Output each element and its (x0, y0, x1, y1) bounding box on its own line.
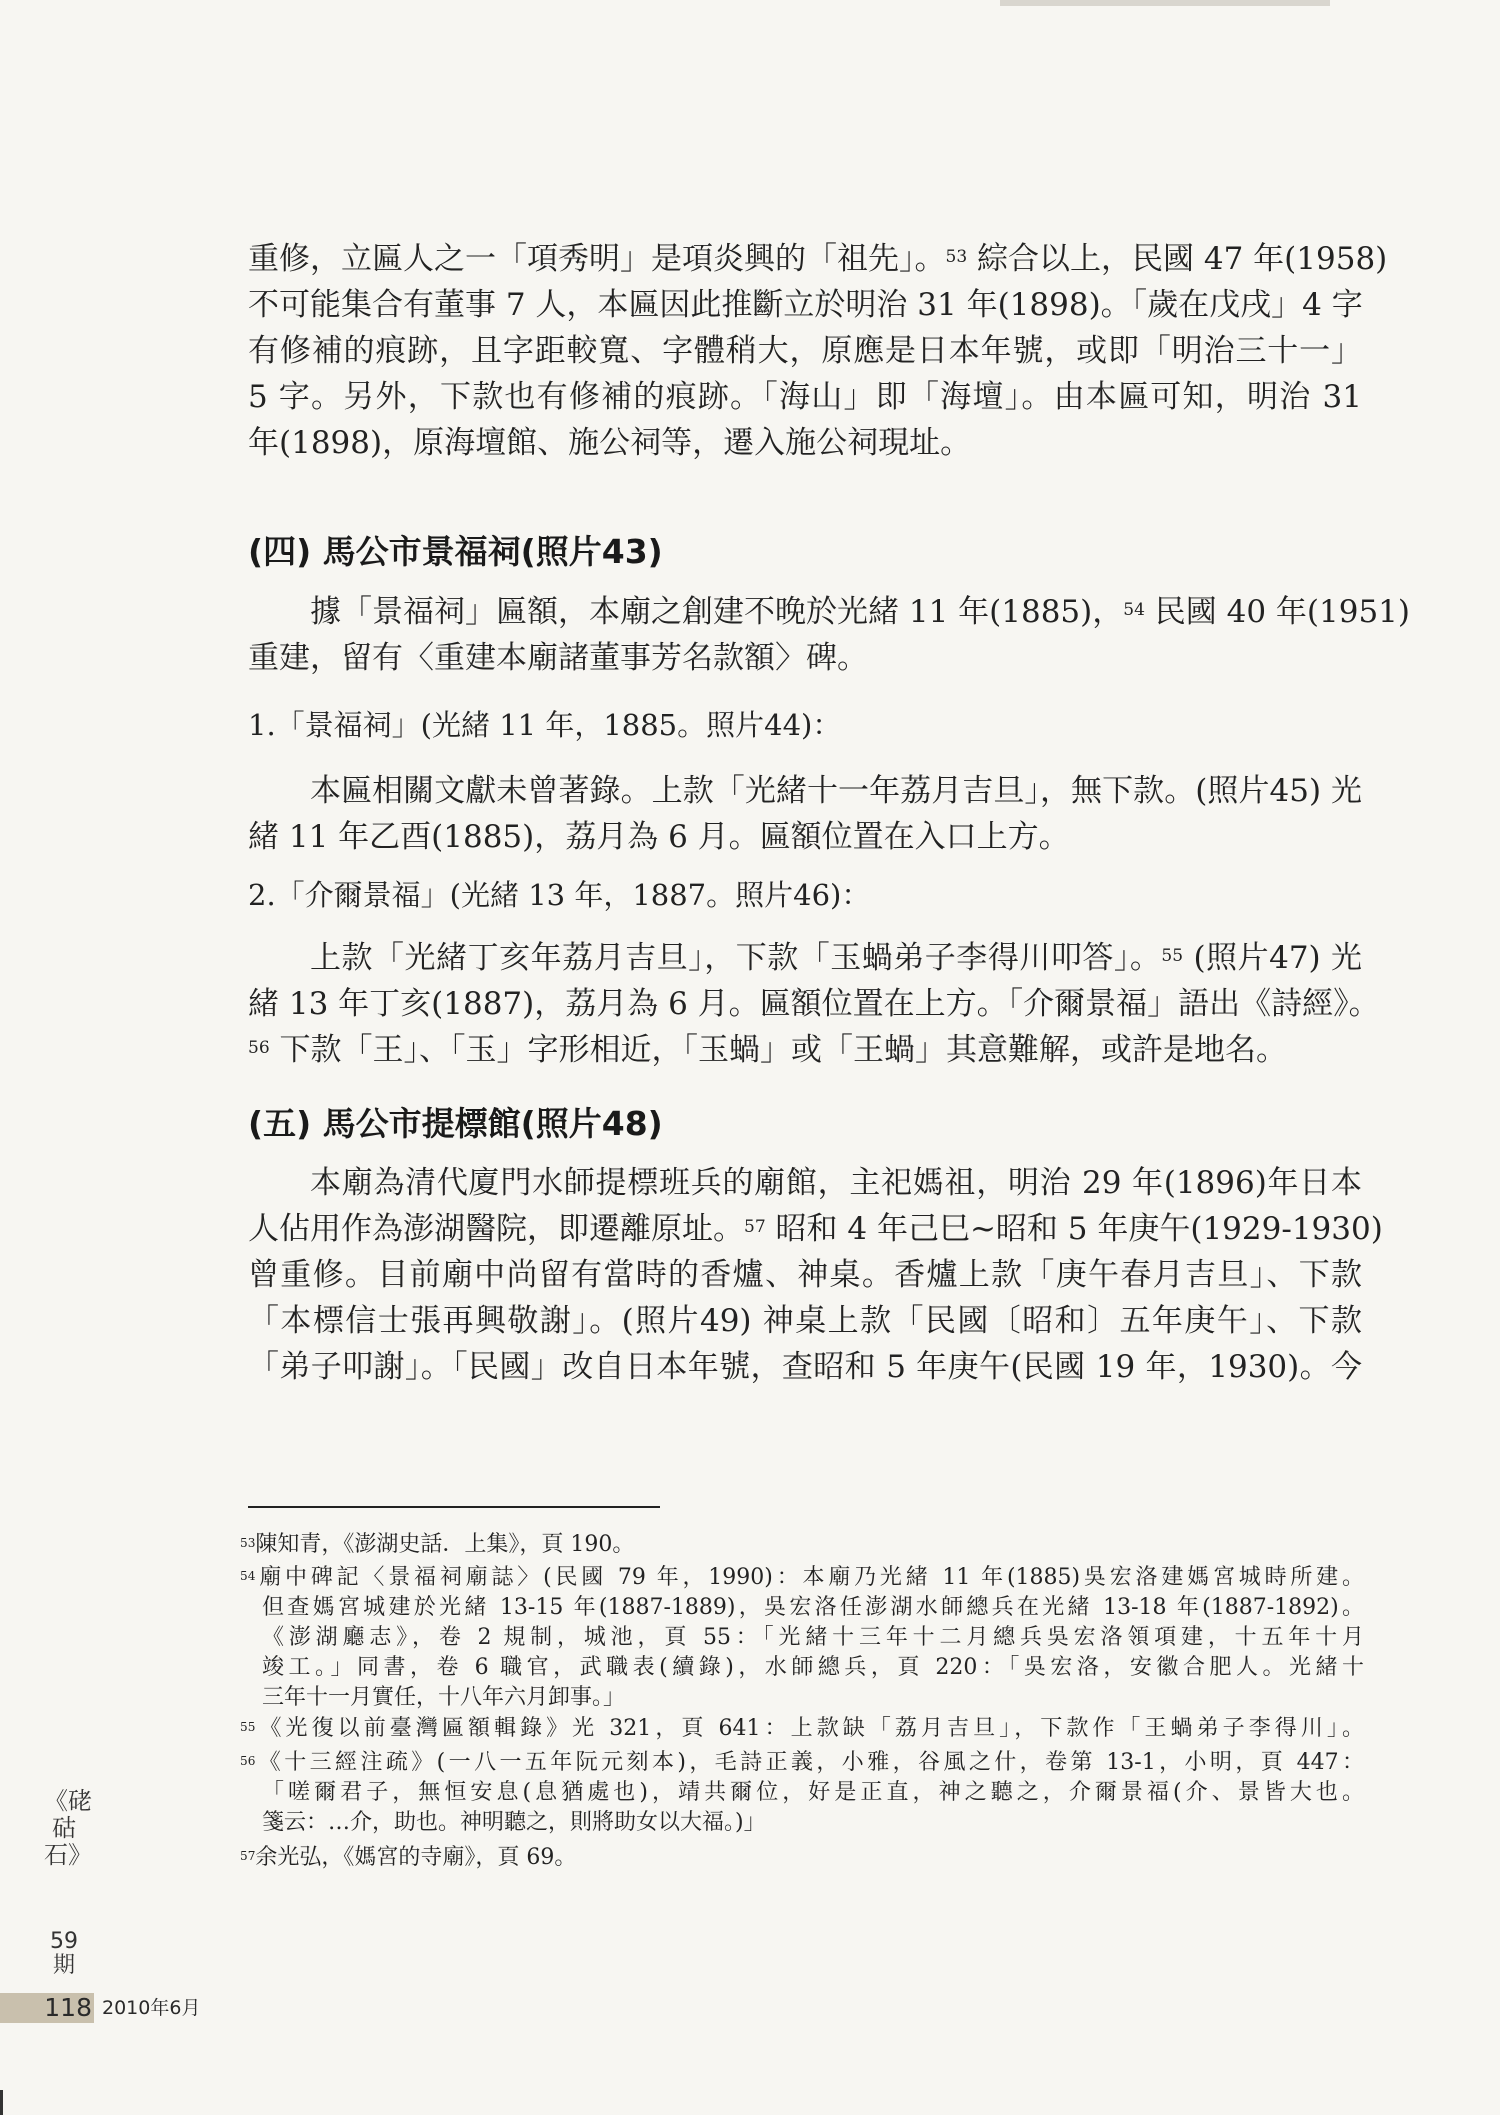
footnote-ref-56[interactable]: 56 (248, 1038, 270, 1058)
footnote-divider (248, 1506, 660, 1508)
list-item-1 (248, 702, 1362, 748)
text-line: 曾重修。目前廟中尚留有當時的香爐、神桌。香爐上款「庚午春月吉旦」、下款 (248, 1257, 1362, 1293)
text-line: 5 字。另外，下款也有修補的痕跡。「海山」即「海壇」。由本匾可知，明治 31 (248, 379, 1362, 415)
binding-edge-mark (0, 2090, 3, 2115)
top-edge-mark (1000, 0, 1330, 6)
journal-title-vertical: 《硓𥑮石》 (44, 1787, 92, 1869)
footnote-number: 54 (240, 1569, 256, 1583)
footnote-line: $^{57}$余光弘，《媽宮的寺廟》，頁 69。 (240, 1845, 577, 1870)
footnote-line: 竣工。」同書，卷 6 職官，武職表(續錄)，水師總兵，頁 220：「吳宏洛，安徽合肥人。光緒十 (262, 1655, 1364, 1680)
footnote-55 (240, 1714, 1364, 1744)
text-line: 重建，留有〈重建本廟諸董事芳名款額〉碑。 (248, 640, 868, 676)
paragraph-3 (248, 768, 1362, 860)
page-number-block (0, 1993, 94, 2023)
footnote-ref-53[interactable]: 53 (945, 247, 968, 267)
journal-issue-vertical: 59期 (50, 1929, 78, 1978)
text-line: 上款「光緒丁亥年荔月吉旦」，下款「玉蝸弟子李得川叩答」。$^{55}$ (照片47) 光 (310, 940, 1363, 976)
footnote-number: 57 (240, 1849, 256, 1863)
footnote-line: 三年十一月實任，十八年六月卸事。」 (262, 1685, 626, 1710)
paragraph-2 (248, 589, 1410, 681)
footnote-ref-55[interactable]: 55 (1161, 946, 1184, 966)
text-line: 緒 11 年乙酉(1885)，荔月為 6 月。匾額位置在入口上方。 (248, 819, 1070, 855)
text-line: 本廟為清代廈門水師提標班兵的廟館，主祀媽祖，明治 29 年(1896)年日本 (310, 1165, 1362, 1201)
text-line: 不可能集合有董事 7 人，本匾因此推斷立於明治 31 年(1898)。「歲在戊戌」4 字 (248, 287, 1363, 323)
footnote-line: $^{56}$《十三經注疏》(一八一五年阮元刻本)，毛詩正義，小雅，谷風之什，卷第 13-1，小明，頁 447： (240, 1750, 1364, 1775)
footnote-number: 56 (240, 1754, 256, 1768)
page-number: 118 (44, 1993, 92, 2022)
footnote-line: $^{53}$陳知青，《澎湖史話．上集》，頁 190。 (240, 1532, 635, 1557)
footnote-line: 箋云：…介，助也。神明聽之，則將助女以大福。)」 (262, 1810, 766, 1835)
paragraph-1 (248, 236, 1388, 466)
text-line: 緒 13 年丁亥(1887)，荔月為 6 月。匾額位置在上方。「介爾景福」語出《詩經》。 (248, 986, 1380, 1022)
text-line: 「本標信士張再興敬謝」。(照片49) 神桌上款「民國〔昭和〕五年庚午」、下款 (248, 1303, 1362, 1339)
issue-date: 2010年6月 (102, 1997, 201, 2019)
footnote-number: 55 (240, 1720, 256, 1734)
text-line: 本匾相關文獻未曾著錄。上款「光緒十一年荔月吉旦」，無下款。(照片45) 光 (310, 773, 1362, 809)
footnote-line: 但查媽宮城建於光緒 13-15 年(1887-1889)，吳宏洛任澎湖水師總兵在光緒 13-18 年(1887-1892)。 (262, 1595, 1364, 1620)
text-line: 人佔用作為澎湖醫院，即遷離原址。$^{57}$ 昭和 4 年己巳~昭和 5 年庚午(1929-1930) (248, 1211, 1383, 1247)
section-heading-5: (五) 馬公市提標館(照片48) (248, 1104, 663, 1143)
footnote-line: $^{55}$《光復以前臺灣匾額輯錄》光 321，頁 641：上款缺「荔月吉旦」，下款作「王蝸弟子李得川」。 (240, 1716, 1364, 1741)
list-item-label: 2.「介爾景福」(光緒 13 年，1887。照片46)： (248, 878, 871, 912)
list-item-label: 1.「景福祠」(光緒 11 年，1885。照片44)： (248, 708, 842, 742)
footnote-line: $^{54}$廟中碑記〈景福祠廟誌〉(民國 79 年，1990)：本廟乃光緒 11 年(1885)吳宏洛建媽宮城時所建。 (240, 1565, 1364, 1590)
section-heading-4: (四) 馬公市景福祠(照片43) (248, 532, 663, 571)
footnote-ref-54[interactable]: 54 (1123, 600, 1145, 620)
paragraph-4 (248, 935, 1380, 1073)
footnote-number: 53 (240, 1536, 256, 1550)
text-line: 「弟子叩謝」。「民國」改自日本年號，查昭和 5 年庚午(民國 19 年，1930)。今 (248, 1349, 1362, 1385)
footnote-56 (240, 1748, 1364, 1838)
list-item-2 (248, 872, 1362, 918)
footnote-57 (240, 1843, 1364, 1873)
footnote-line: 《澎湖廳志》，卷 2 規制，城池，頁 55：「光緒十三年十二月總兵吳宏洛領項建，十五年十月 (262, 1625, 1364, 1650)
footnote-ref-57[interactable]: 57 (744, 1217, 766, 1237)
text-line: $^{56}$ 下款「王」、「玉」字形相近，「玉蝸」或「王蝸」其意難解，或許是地名。 (248, 1032, 1288, 1068)
footnote-53 (240, 1530, 1364, 1560)
text-line: 重修，立匾人之一「項秀明」是項炎興的「祖先」。$^{53}$ 綜合以上，民國 47 年(1958) (248, 241, 1388, 277)
text-line: 年(1898)，原海壇館、施公祠等，遷入施公祠現址。 (248, 425, 972, 461)
footnote-line: 「嗟爾君子，無恒安息(息猶處也)，靖共爾位，好是正直，神之聽之，介爾景福(介、景皆大也。 (262, 1780, 1364, 1805)
paragraph-5 (248, 1160, 1383, 1390)
text-line: 據「景福祠」匾額，本廟之創建不晚於光緒 11 年(1885)，$^{54}$ 民國 40 年(1951) (310, 594, 1410, 630)
footnote-54 (240, 1563, 1364, 1713)
text-line: 有修補的痕跡，且字距較寬、字體稍大，原應是日本年號，或即「明治三十一」 (248, 333, 1362, 369)
